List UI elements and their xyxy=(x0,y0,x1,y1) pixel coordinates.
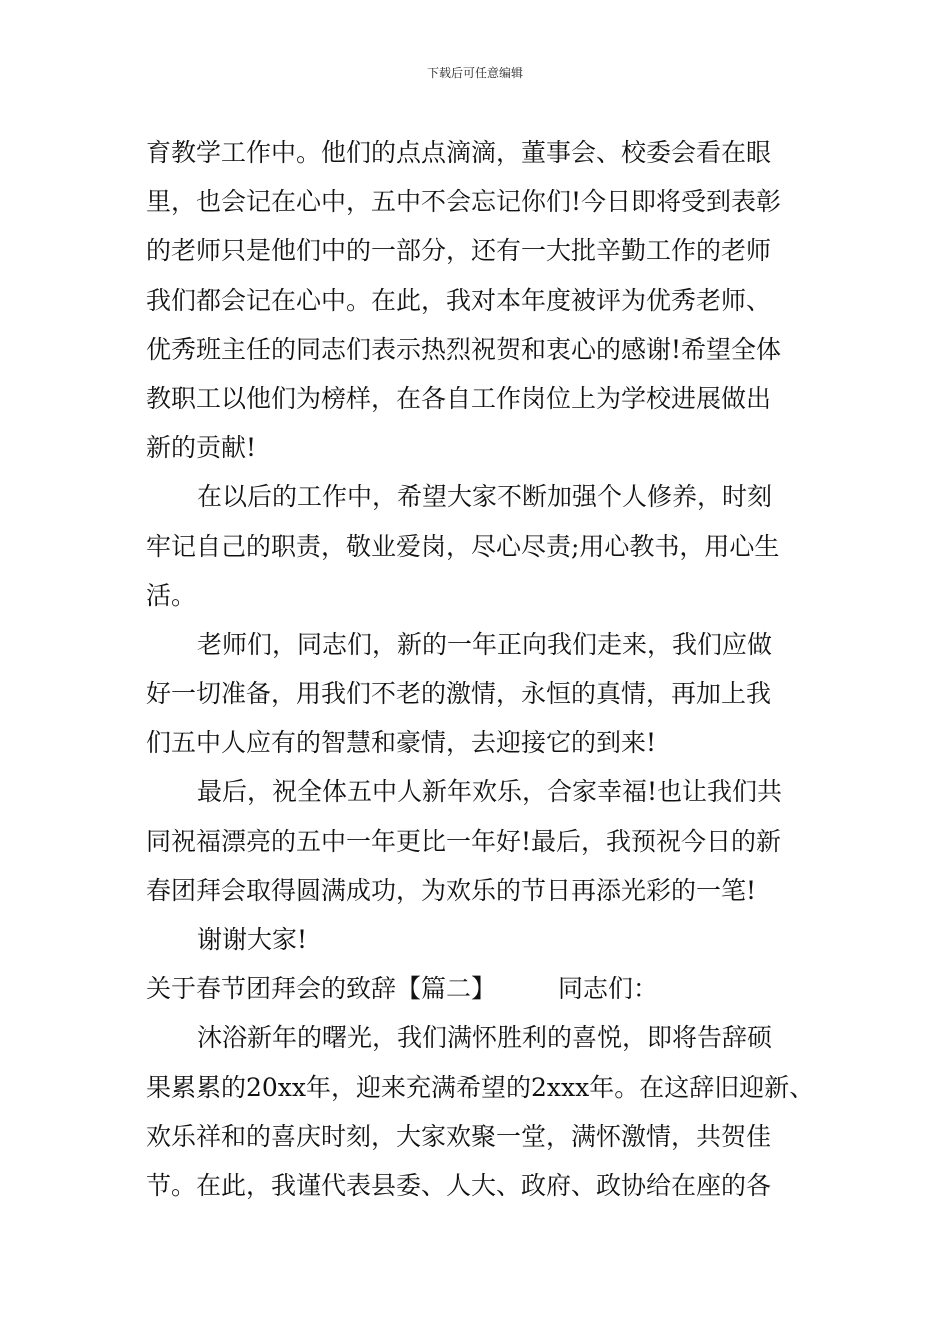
paragraph-start-line: 老师们，同志们，新的一年正向我们走来，我们应做 xyxy=(197,629,773,659)
text-line: 同祝福漂亮的五中一年更比一年好!最后，我预祝今日的新 xyxy=(146,826,782,856)
salutation: 同志们： xyxy=(558,974,659,1004)
section-heading-line xyxy=(146,964,811,1013)
paragraph-start-line: 在以后的工作中，希望大家不断加强个人修养，时刻 xyxy=(197,482,773,512)
text-line: 教职工以他们为榜样，在各自工作岗位上为学校进展做出 xyxy=(146,383,772,413)
text-line: 的老师只是他们中的一部分，还有一大批辛勤工作的老师 xyxy=(146,236,772,266)
text-line: 们五中人应有的智慧和豪情，去迎接它的到来! xyxy=(146,728,657,758)
text-line: 育教学工作中。他们的点点滴滴，董事会、校委会看在眼 xyxy=(146,138,772,167)
section-heading: 关于春节团拜会的致辞【篇二】 xyxy=(146,974,497,1004)
text-line: 优秀班主任的同志们表示热烈祝贺和衷心的感谢!希望全体 xyxy=(146,334,782,364)
paragraph-start-line: 最后，祝全体五中人新年欢乐，合家幸福!也让我们共 xyxy=(197,777,783,807)
closing-line: 谢谢大家! xyxy=(197,925,308,954)
text-line: 好一切准备，用我们不老的激情，永恒的真情，再加上我 xyxy=(146,679,772,709)
text-line: 里，也会记在心中，五中不会忘记你们!今日即将受到表彰 xyxy=(146,187,782,217)
text-line: 活。 xyxy=(146,580,197,610)
text-line: 节。在此，我谨代表县委、人大、政府、政协给在座的各 xyxy=(146,1170,772,1200)
text-line: 牢记自己的职责，敬业爱岗，尽心尽责;用心教书，用心生 xyxy=(146,531,780,561)
text-line: 欢乐祥和的喜庆时刻，大家欢聚一堂，满怀激情，共贺佳 xyxy=(146,1121,772,1151)
text-line: 新的贡献! xyxy=(146,433,257,463)
paragraph-start-line: 沐浴新年的曙光，我们满怀胜利的喜悦，即将告辞硕 xyxy=(197,1023,773,1053)
page-header: 下载后可任意编辑 xyxy=(426,66,523,80)
document-body xyxy=(146,128,815,1210)
text-line: 我们都会记在心中。在此，我对本年度被评为优秀老师、 xyxy=(146,285,772,315)
text-line: 春团拜会取得圆满成功，为欢乐的节日再添光彩的一笔! xyxy=(146,875,757,905)
text-line: 果累累的20xx年，迎来充满希望的2xxx年。在这辞旧迎新、 xyxy=(146,1072,815,1102)
